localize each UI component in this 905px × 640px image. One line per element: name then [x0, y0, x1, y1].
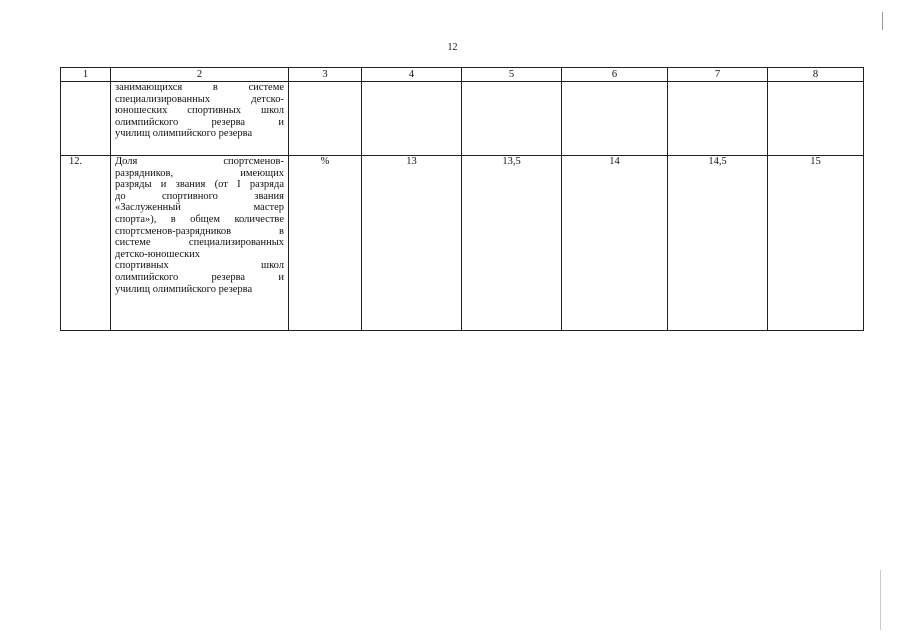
- row-number-cell: [61, 82, 111, 156]
- description-line: занимающихся в системе: [115, 82, 284, 93]
- header-cell: 7: [668, 68, 768, 82]
- value-cell: [362, 82, 462, 156]
- description-line: училищ олимпийского резерва: [115, 128, 253, 140]
- description-line: разрядников, имеющих: [115, 167, 284, 179]
- description-line: до спортивного звания: [115, 190, 284, 202]
- value-cell: [462, 82, 562, 156]
- value-cell: [668, 82, 768, 156]
- unit-cell: %: [289, 156, 362, 331]
- description-line: юношеских спортивных школ: [115, 105, 284, 117]
- scan-margin-mark: [882, 12, 883, 30]
- header-cell: 8: [768, 68, 864, 82]
- description-line: спортивных школ: [115, 260, 284, 272]
- table-row-12: [61, 156, 864, 331]
- header-cell: 1: [61, 68, 111, 82]
- value-cell: 13: [362, 156, 462, 331]
- indicators-table: [60, 67, 864, 331]
- value-cell: [768, 82, 864, 156]
- value-cell: [562, 82, 668, 156]
- description-line: спортсменов-разрядников в: [115, 225, 284, 237]
- description-line: разряды и звания (от I разряда: [115, 179, 284, 191]
- table-header-row: [61, 68, 864, 82]
- page-number: 12: [447, 42, 458, 53]
- description-line: училищ олимпийского резерва: [115, 283, 253, 295]
- scan-margin-mark: [880, 570, 881, 630]
- table-row-continued: [61, 82, 864, 156]
- description-cell: [111, 156, 289, 331]
- header-cell: 5: [462, 68, 562, 82]
- description-line: Доля спортсменов-: [115, 156, 284, 167]
- description-line: олимпийского резерва и: [115, 271, 284, 283]
- header-cell: 6: [562, 68, 668, 82]
- header-cell: 3: [289, 68, 362, 82]
- description-line: «Заслуженный мастер: [115, 202, 284, 214]
- value-cell: 14: [562, 156, 668, 331]
- description-line: олимпийского резерва и: [115, 116, 284, 128]
- description-line: спорта»), в общем количестве: [115, 213, 284, 225]
- row-number-cell: 12.: [61, 156, 111, 331]
- value-cell: 13,5: [462, 156, 562, 331]
- value-cell: [289, 82, 362, 156]
- header-cell: 4: [362, 68, 462, 82]
- header-cell: 2: [111, 68, 289, 82]
- description-line: специализированных детско-: [115, 93, 284, 105]
- description-line: системе специализированных: [115, 237, 284, 249]
- value-cell: 15: [768, 156, 864, 331]
- description-line: детско-юношеских: [115, 248, 201, 260]
- description-cell: [111, 82, 289, 156]
- value-cell: 14,5: [668, 156, 768, 331]
